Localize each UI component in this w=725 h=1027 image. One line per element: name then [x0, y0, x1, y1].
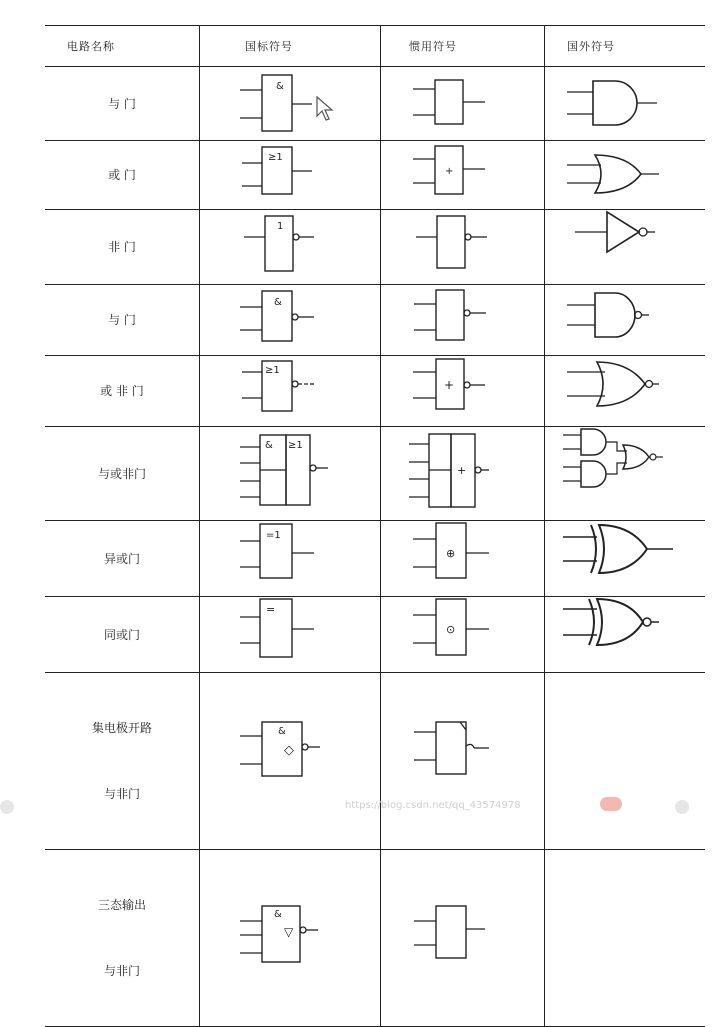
gate-name-line2: 与非门 — [103, 964, 140, 978]
gate-name-line1: 三态输出 — [97, 898, 146, 912]
national-symbol-cell — [200, 285, 381, 356]
national-symbol-cell — [200, 141, 381, 210]
national-symbol-cell — [200, 850, 381, 1027]
tri-state-mark: ▽ — [284, 925, 294, 939]
nor-national-symbol — [200, 356, 335, 426]
oc-nand-common-symbol — [381, 718, 516, 804]
foreign-symbol-cell — [545, 285, 706, 356]
header-circuit-name: 电路名称 — [45, 26, 200, 67]
symbol-label: + — [445, 166, 454, 177]
mouse-pointer-icon — [315, 95, 335, 123]
table-row-nand — [45, 285, 705, 356]
common-symbol-cell — [381, 141, 545, 210]
symbol-label: + — [457, 464, 467, 477]
symbol-label: ≥1 — [265, 365, 280, 376]
gate-name: 非 门 — [108, 240, 136, 254]
common-symbol-cell — [381, 427, 545, 521]
aoi-common-symbol — [381, 427, 516, 520]
xor-national-symbol — [200, 521, 335, 596]
table-row-or — [45, 141, 705, 210]
table-row-tristate-nand — [45, 850, 705, 1027]
gate-name — [45, 673, 199, 849]
table-row-nor — [45, 356, 705, 427]
not-common-symbol — [381, 210, 516, 284]
symbol-label: = — [266, 603, 276, 616]
row-name-cell — [45, 210, 200, 285]
symbol-label: ≥1 — [268, 152, 283, 163]
xor-common-symbol — [381, 521, 516, 596]
table-row-and-or-invert — [45, 427, 705, 521]
table-header-row — [45, 26, 705, 67]
gate-name: 与或非门 — [97, 466, 146, 481]
row-name-cell — [45, 597, 200, 673]
national-symbol-cell — [200, 521, 381, 597]
left-edge-icon — [0, 800, 14, 814]
header-common-symbol: 惯用符号 — [381, 26, 545, 67]
nand-national-symbol — [200, 285, 335, 355]
common-symbol-cell — [381, 673, 545, 850]
row-name-cell — [45, 67, 200, 141]
national-symbol-cell — [200, 67, 381, 141]
symbol-label: 1 — [277, 221, 284, 232]
gate-name: 同或门 — [103, 627, 140, 642]
table-row-and — [45, 67, 705, 141]
common-symbol-cell — [381, 285, 545, 356]
xnor-national-symbol — [200, 597, 335, 672]
gate-name: 与 门 — [108, 313, 136, 327]
and-common-symbol — [381, 67, 516, 140]
foreign-symbol-cell — [545, 673, 706, 850]
watermark-text: https://blog.csdn.net/qq_43574978 — [345, 800, 521, 811]
common-symbol-cell — [381, 850, 545, 1027]
common-symbol-cell — [381, 521, 545, 597]
table-row-xnor — [45, 597, 705, 673]
symbol-label: + — [444, 378, 455, 392]
national-symbol-cell — [200, 673, 381, 850]
or-common-symbol — [381, 141, 516, 209]
common-symbol-cell — [381, 67, 545, 141]
table-row-xor — [45, 521, 705, 597]
gate-name: 与 门 — [108, 96, 136, 111]
oc-nand-national-symbol — [200, 718, 335, 804]
or-foreign-symbol — [545, 141, 683, 209]
open-collector-mark: ◇ — [284, 743, 294, 758]
symbol-label-and: & — [265, 440, 273, 451]
common-symbol-cell — [381, 210, 545, 285]
gate-name-line1: 集电极开路 — [91, 721, 152, 735]
symbol-label: & — [274, 297, 282, 308]
symbol-label: ⊙ — [446, 623, 456, 636]
symbol-label: ⊕ — [446, 547, 456, 560]
and-foreign-symbol — [545, 67, 683, 140]
xnor-foreign-symbol — [545, 597, 683, 672]
foreign-symbol-cell — [545, 356, 706, 427]
national-symbol-cell — [200, 210, 381, 285]
gate-name — [45, 850, 199, 1026]
foreign-symbol-cell — [545, 427, 706, 521]
symbol-label-or: ≥1 — [288, 440, 303, 451]
watermark-logo-icon — [600, 797, 622, 811]
national-symbol-cell — [200, 427, 381, 521]
header-foreign-symbol: 国外符号 — [545, 26, 706, 67]
foreign-symbol-cell — [545, 210, 706, 285]
symbol-label: & — [276, 81, 284, 92]
national-symbol-cell — [200, 356, 381, 427]
tristate-nand-national-symbol — [200, 903, 335, 973]
row-name-cell — [45, 285, 200, 356]
gate-name: 或 门 — [108, 168, 136, 182]
symbol-label: =1 — [266, 530, 281, 541]
row-name-cell — [45, 850, 200, 1027]
logic-gate-symbol-table — [45, 25, 705, 1027]
row-name-cell — [45, 521, 200, 597]
header-national-symbol: 国标符号 — [200, 26, 381, 67]
aoi-national-symbol — [200, 427, 335, 520]
tristate-nand-common-symbol — [381, 903, 516, 973]
right-edge-icon — [675, 800, 689, 814]
table-row-not — [45, 210, 705, 285]
nor-common-symbol — [381, 356, 516, 426]
row-name-cell — [45, 673, 200, 850]
aoi-foreign-symbol — [545, 427, 683, 520]
nand-common-symbol — [381, 285, 516, 355]
foreign-symbol-cell — [545, 597, 706, 673]
common-symbol-cell — [381, 597, 545, 673]
foreign-symbol-cell — [545, 521, 706, 597]
foreign-symbol-cell — [545, 141, 706, 210]
gate-name: 或 非 门 — [100, 384, 144, 398]
foreign-symbol-cell — [545, 850, 706, 1027]
foreign-symbol-cell — [545, 67, 706, 141]
xor-foreign-symbol — [545, 521, 683, 596]
xnor-common-symbol — [381, 597, 516, 672]
nand-foreign-symbol — [545, 285, 683, 355]
not-foreign-symbol — [545, 210, 683, 284]
national-symbol-cell — [200, 597, 381, 673]
common-symbol-cell — [381, 356, 545, 427]
nor-foreign-symbol — [545, 356, 683, 426]
row-name-cell — [45, 356, 200, 427]
symbol-label: & — [274, 909, 282, 920]
not-national-symbol — [200, 210, 335, 284]
table-row-open-collector-nand — [45, 673, 705, 850]
gate-name: 异或门 — [103, 551, 140, 566]
or-national-symbol — [200, 141, 335, 209]
gate-name-line2: 与非门 — [103, 787, 140, 801]
row-name-cell — [45, 141, 200, 210]
row-name-cell — [45, 427, 200, 521]
symbol-label: & — [278, 726, 286, 737]
